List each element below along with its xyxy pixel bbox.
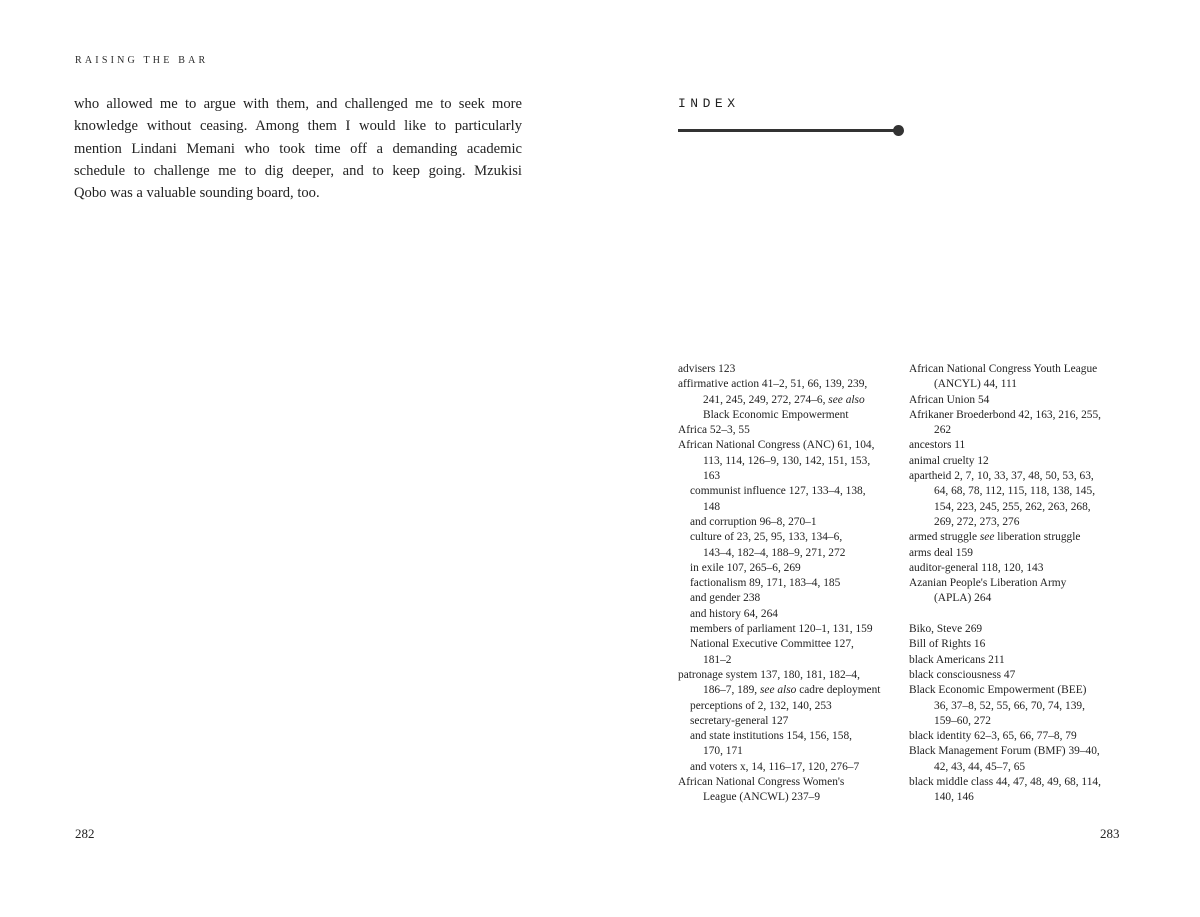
index-line: communist influence 127, 133–4, 138, [690,485,866,498]
index-line: African National Congress (ANC) 61, 104, [678,439,875,452]
body-line: Qobo was a valuable sounding board, too. [74,185,320,202]
index-line: African National Congress Women's [678,776,845,789]
index-line: (APLA) 264 [934,592,992,605]
index-line: arms deal 159 [909,546,973,559]
index-subentry [678,714,900,729]
index-subentry [678,561,900,576]
index-line: factionalism 89, 171, 183–4, 185 [690,577,841,590]
index-entry [909,393,1131,408]
index-line: armed struggle see liberation struggle [909,531,1081,544]
running-head: RAISING THE BAR [75,55,209,66]
body-line: knowledge without ceasing. Among them I would like to particularly [74,118,522,135]
index-line: Black Economic Empowerment [703,408,849,421]
index-line: Azanian People's Liberation Army [909,577,1067,590]
index-line: black consciousness 47 [909,668,1016,681]
page-number-left: 282 [75,826,95,841]
index-line: 159–60, 272 [934,714,991,727]
index-line: 64, 68, 78, 112, 115, 118, 138, 145, [934,485,1096,498]
index-line: African National Congress Youth League [909,363,1098,375]
index-entry [678,377,900,423]
index-title: INDEX [678,96,740,111]
page-number-right: 283 [1100,826,1120,841]
index-line: patronage system 137, 180, 181, 182–4, [678,668,860,681]
index-line: and state institutions 154, 156, 158, [690,730,852,743]
index-column-2 [909,362,1131,806]
body-line: mention Lindani Memani who took time off a demanding academic [74,140,522,157]
index-line: 262 [934,424,952,437]
index-entry [909,744,1131,775]
index-entry [678,668,900,699]
index-line: black Americans 211 [909,653,1005,666]
index-subentry [678,515,900,530]
title-rule-dot [893,125,904,136]
index-line: and corruption 96–8, 270–1 [690,515,817,528]
index-subentry [678,591,900,606]
index-entry [909,530,1131,545]
index-subentry [678,699,900,714]
index-line: advisers 123 [678,363,736,375]
index-entry [909,653,1131,668]
index-line: Afrikaner Broederbond 42, 163, 216, 255, [909,408,1102,421]
index-line: 170, 171 [703,745,743,758]
index-entry [909,729,1131,744]
index-line: secretary-general 127 [690,714,789,727]
index-line: 269, 272, 273, 276 [934,515,1020,528]
index-entry [909,438,1131,453]
index-line: auditor-general 118, 120, 143 [909,561,1044,574]
index-line: 36, 37–8, 52, 55, 66, 70, 74, 139, [934,699,1085,712]
index-line: and voters x, 14, 116–17, 120, 276–7 [690,760,860,773]
index-line: and history 64, 264 [690,607,778,620]
index-line: 143–4, 182–4, 188–9, 271, 272 [703,546,846,559]
index-entry [909,637,1131,652]
index-subentry [678,576,900,591]
index-line: apartheid 2, 7, 10, 33, 37, 48, 50, 53, 63, [909,470,1094,483]
index-line: 186–7, 189, see also cadre deployment [703,684,881,697]
index-line: Africa 52–3, 55 [678,424,750,437]
index-entry [909,454,1131,469]
right-page [600,0,1200,917]
index-line: 241, 245, 249, 272, 274–6, see also [703,393,865,406]
body-text [74,93,522,204]
index-entry [909,775,1131,806]
index-line: 42, 43, 44, 45–7, 65 [934,760,1026,773]
index-line: 113, 114, 126–9, 130, 142, 151, 153, [703,454,871,467]
index-subentry [678,622,900,637]
index-line: (ANCYL) 44, 111 [934,378,1017,391]
index-line: African Union 54 [909,393,990,406]
index-line: black identity 62–3, 65, 66, 77–8, 79 [909,730,1077,743]
index-entry [909,576,1131,607]
index-line: and gender 238 [690,592,761,605]
index-line: black middle class 44, 47, 48, 49, 68, 114, [909,776,1101,789]
index-entry [909,668,1131,683]
index-line: 140, 146 [934,791,974,804]
index-line: 154, 223, 245, 255, 262, 263, 268, [934,500,1091,513]
title-rule [678,129,896,132]
index-entry [909,546,1131,561]
index-subentry [678,530,900,561]
index-line: animal cruelty 12 [909,454,989,467]
index-entry [678,423,900,438]
index-entry [909,622,1131,637]
index-line: culture of 23, 25, 95, 133, 134–6, [690,531,843,544]
index-subentry [678,607,900,622]
index-line: 181–2 [703,653,732,666]
index-letter-gap [909,607,1131,622]
index-column-1 [678,362,900,806]
index-entry [909,683,1131,729]
index-subentry [678,637,900,668]
index-subentry [678,729,900,760]
index-line: 163 [703,470,721,483]
index-line: affirmative action 41–2, 51, 66, 139, 239, [678,378,868,391]
index-subentry [678,484,900,515]
index-entry [678,775,900,806]
index-line: perceptions of 2, 132, 140, 253 [690,699,832,712]
index-line: League (ANCWL) 237–9 [703,791,821,804]
index-entry [678,438,900,484]
index-entry [909,561,1131,576]
index-line: Biko, Steve 269 [909,623,983,636]
body-line: schedule to challenge me to dig deeper, and to keep going. Mzukisi [74,162,522,179]
index-line: Bill of Rights 16 [909,638,986,651]
index-line: 148 [703,500,721,513]
index-line: in exile 107, 265–6, 269 [690,561,801,574]
index-line: Black Management Forum (BMF) 39–40, [909,745,1100,758]
index-subentry [678,760,900,775]
index-entry [909,408,1131,439]
index-entry [909,469,1131,530]
index-entry [678,362,900,377]
body-line: who allowed me to argue with them, and challenged me to seek more [74,96,522,112]
index-line: members of parliament 120–1, 131, 159 [690,623,873,636]
index-line: Black Economic Empowerment (BEE) [909,684,1087,697]
index-line: National Executive Committee 127, [690,638,854,651]
index-line: ancestors 11 [909,439,966,452]
index-entry [909,362,1131,393]
